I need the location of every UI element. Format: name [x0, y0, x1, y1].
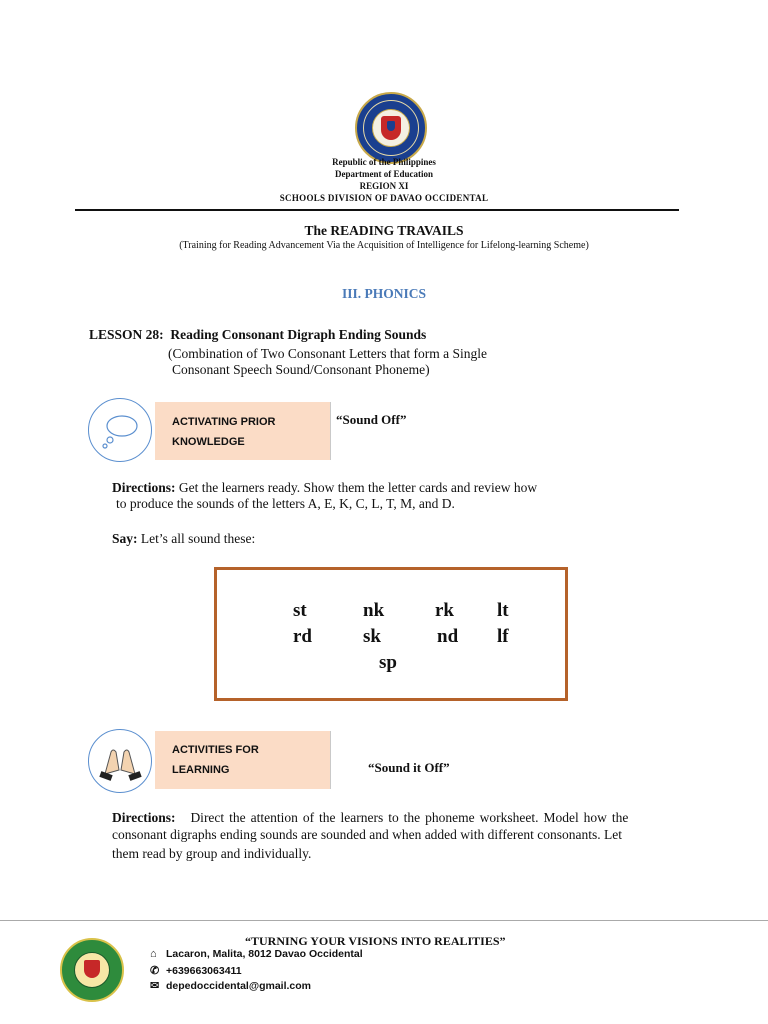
digraph: nk — [363, 600, 385, 621]
say-text: Let’s all sound these: — [137, 531, 256, 546]
home-icon: ⌂ — [150, 948, 157, 960]
directions-2-line2: consonant digraphs ending sounds are sounded and when added with different consonants. Let — [112, 827, 623, 842]
header-division: SCHOOLS DIVISION OF DAVAO OCCIDENTAL — [279, 193, 489, 203]
directions-2-text1: Direct the attention of the learners to the phoneme worksheet. Model how the — [190, 810, 629, 825]
activities-title: “Sound it Off” — [368, 760, 450, 775]
lesson-heading: LESSON 28: Reading Consonant Digraph Ending Sounds — [89, 327, 427, 342]
footer-divider — [0, 920, 768, 921]
deped-seal-logo — [355, 92, 427, 164]
digraph: nd — [437, 626, 459, 647]
directions-1-line2: to produce the sounds of the letters A, E, K, C, L, T, M, and D. — [116, 496, 455, 511]
digraph: lf — [497, 626, 509, 647]
header-republic: Republic of the Philippines — [332, 157, 436, 167]
digraph: sk — [363, 626, 381, 647]
say-line — [112, 531, 255, 547]
footer-phone-line — [150, 964, 242, 977]
digraph: lt — [497, 600, 509, 621]
digraph: sp — [379, 652, 397, 673]
directions-2-line1 — [112, 810, 702, 826]
clapping-hands-icon — [89, 730, 153, 794]
activating-label-line1: ACTIVATING PRIOR — [172, 416, 276, 428]
footer-phone: +639663063411 — [166, 965, 242, 977]
phone-icon: ✆ — [150, 965, 160, 977]
header-region: REGION XI — [359, 181, 409, 191]
section-heading: III. PHONICS — [341, 286, 427, 301]
header-department: Department of Education — [335, 169, 433, 179]
directions-1-text1: Get the learners ready. Show them the letter cards and review how — [175, 480, 538, 495]
footer-address: Lacaron, Malita, 8012 Davao Occidental — [166, 948, 363, 960]
email-icon: ✉ — [150, 980, 160, 992]
digraph: rd — [293, 626, 312, 647]
digraph: st — [293, 600, 307, 621]
directions-2-line3: them read by group and individually. — [112, 846, 312, 861]
header-divider — [75, 209, 679, 211]
directions-1-label: Directions: — [112, 480, 176, 495]
page-subtitle: (Training for Reading Advancement Via the Acquisition of Intelligence for Lifelong-learning Scheme) — [179, 240, 589, 251]
lesson-desc-line1: (Combination of Two Consonant Letters that form a Single — [168, 346, 488, 361]
footer-motto: “TURNING YOUR VISIONS INTO REALITIES” — [245, 934, 506, 948]
say-label: Say: — [112, 531, 138, 546]
footer-email[interactable]: depedoccidental@gmail.com — [166, 980, 312, 992]
digraph-card — [214, 567, 568, 701]
footer-email-line — [150, 979, 311, 992]
directions-1-line1 — [112, 480, 537, 496]
division-seal-logo — [60, 938, 124, 1002]
activating-title: “Sound Off” — [336, 412, 407, 427]
activities-label-line1: ACTIVITIES FOR — [172, 744, 259, 756]
activities-circle — [88, 729, 152, 793]
digraph: rk — [435, 600, 454, 621]
lesson-desc-line2: Consonant Speech Sound/Consonant Phoneme) — [172, 362, 430, 377]
activating-circle — [88, 398, 152, 462]
activating-label-line2: KNOWLEDGE — [172, 436, 245, 448]
footer-address-line — [150, 948, 363, 960]
directions-2-label: Directions: — [112, 810, 176, 825]
thought-bubble-icon — [89, 399, 153, 463]
page-title: The READING TRAVAILS — [304, 223, 464, 238]
activities-label-line2: LEARNING — [172, 764, 230, 776]
